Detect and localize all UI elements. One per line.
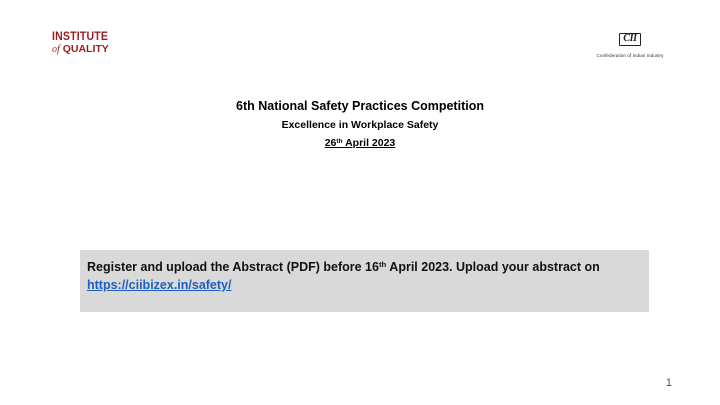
registration-notice <box>80 250 649 312</box>
logo-line-institute: INSTITUTE <box>52 29 109 44</box>
competition-title: 6th National Safety Practices Competition <box>236 99 484 113</box>
page-number: 1 <box>665 377 672 389</box>
registration-link[interactable]: https://ciibizex.in/safety/ <box>87 278 232 292</box>
competition-date: 26th April 2023 <box>324 137 396 149</box>
registration-text: Register and upload the Abstract (PDF) before 16th April 2023. Upload your abstract on https://ciibizex.in/safety/ <box>87 260 600 292</box>
logo-line-quality: of QUALITY <box>52 42 109 55</box>
competition-subtitle: Excellence in Workplace Safety <box>281 119 439 131</box>
cii-caption: Confederation of Indian Industry <box>596 53 664 58</box>
institute-of-quality-logo <box>52 31 109 55</box>
cii-mark-icon: CII <box>619 33 641 46</box>
title-block <box>0 99 720 149</box>
cii-logo <box>590 33 670 58</box>
